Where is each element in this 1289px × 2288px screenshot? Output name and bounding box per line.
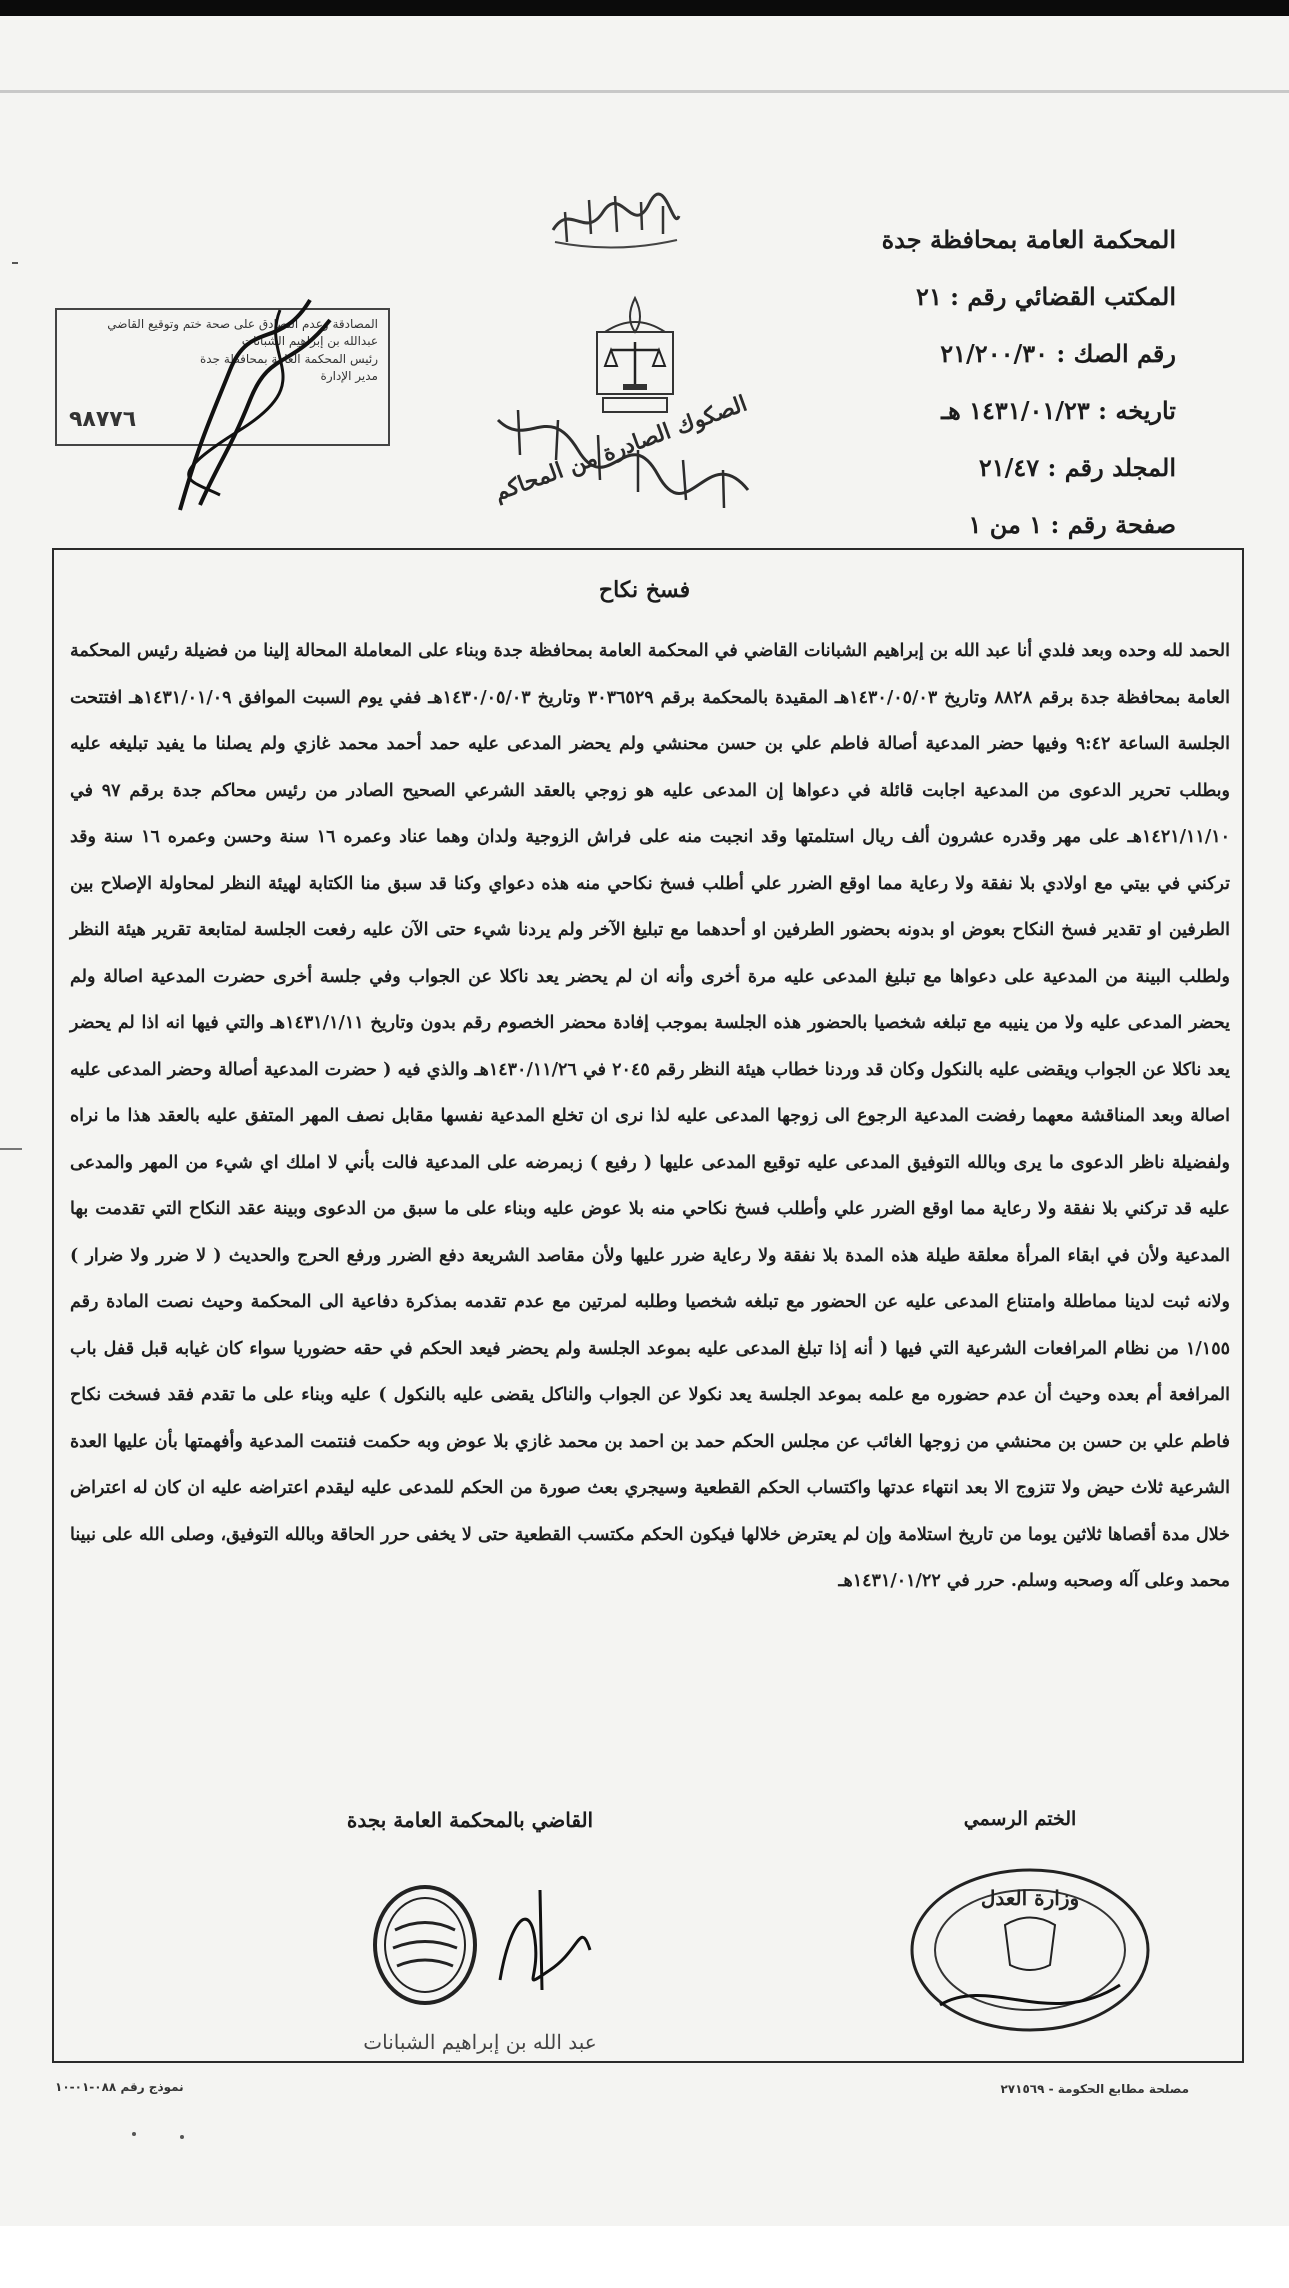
form-number-footer: نموذج رقم ٠٨٨-٠١-١٠ xyxy=(55,2080,184,2094)
page-number: صفحة رقم : ١ من ١ xyxy=(968,510,1176,539)
basmala-calligraphy xyxy=(545,182,685,252)
deed-date: تاريخه : ١٤٣١/٠١/٢٣ هـ xyxy=(941,396,1176,425)
office-number: المكتب القضائي رقم : ٢١ xyxy=(916,282,1176,311)
top-dark-edge xyxy=(0,0,1289,16)
scan-mark xyxy=(0,1148,22,1150)
judgment-paragraph: الحمد لله وحده وبعد فلدي أنا عبد الله بن إبراهيم الشبانات القاضي في المحكمة العامة بمحافظة جدة وبناء على المعاملة المحالة إلينا من فضيلة رئيس المحكمة العامة بمحافظة جدة برقم ٨٨٢٨ وتاريخ ١٤٣٠/٠٥/٠٣هـ المقيدة بالمحكمة برقم ٣٠٣٦٥٢٩ وتاريخ ١٤٣٠/٠٥/٠٣هـ ففي يوم السبت الموافق ١٤٣١/٠١/٠٩هـ افتتحت الجلسة الساعة ٩:٤٢ وفيها حضر المدعية أصالة فاطم علي بن حسن محنشي ولم يحضر المدعى عليه حمد أحمد محمد غازي ولم يصلنا ما يفيد تبليغه عليه وبطلب تحرير الدعوى من المدعية اجابت قائلة في دعواها إن المدعى عليه هو زوجي بالعقد الشرعي الصحيح الصادر من رئيس محاكم جدة برقم ٩٧ في ١٤٢١/١١/١٠هـ على مهر وقدره عشرون ألف ريال استلمتها وقد انجبت منه على فراش الزوجية ولدان وهما عناد وعمره ١٦ سنة وحسن وعمره ١٦ سنة وقد تركني في بيتي مع اولادي بلا نفقة ولا رعاية مما اوقع الضرر علي أطلب فسخ نكاحي منه هذه دعواي وكنا قد سبق منا الكتابة لهيئة النظر لمحاولة الإصلاح بين الطرفين او تقدير فسخ النكاح بعوض او بدونه بحضور الطرفين او أحدهما مع تبليغ الآخر ولم يردنا شيء حتى الآن عليه رفعت الجلسة لمتابعة تقرير هيئة النظر ولطلب البينة من المدعية على دعواها مع تبليغ المدعى عليه مرة أخرى وأنه ان لم يحضر يعد ناكلا عن الجواب وفي جلسة أخرى حضرت المدعية اصالة ولم يحضر المدعى عليه ولا من ينيبه مع تبلغه شخصيا بالحضور هذه الجلسة بموجب إفادة محضر الخصوم رقم بدون وتاريخ ١٤٣١/١/١١هـ والتي فيها انه اذا لم يحضر يعد ناكلا عن الجواب ويقضى عليه بالنكول وكان قد وردنا خطاب هيئة النظر رقم ٢٠٤٥ في ١٤٣٠/١١/٢٦هـ والذي فيه ( حضرت المدعية أصالة وحضر المدعى عليه اصالة وبعد المناقشة معهما رفضت المدعية الرجوع الى زوجها المدعى عليه لذا نرى ان تخلع المدعية نفسها مقابل نصف المهر المتفق عليه بالعقد هذا ما نراه ولفضيلة ناظر الدعوى ما يرى وبالله التوفيق المدعى عليه توقيع المدعى عليها ( رفيع ) زبمرضه على المدعية فالت بأني لا املك اي شيء من المهر والمدعى عليه قد تركني بلا نفقة ولا رعاية مما اوقع الضرر علي وأطلب فسخ نكاحي منه بلا عوض عليه وبناء على ما سبق من الدعوى وبينة عقد النكاح التي تقدمت بها المدعية ولأن في ابقاء المرأة معلقة طيلة هذه المدة بلا نفقة ولا رعاية ضرر عليها ولأن مقاصد الشريعة دفع الضرر ورفع الحرج والحديث ( لا ضرر ولا ضرار ) ولانه ثبت لدينا مماطلة وامتناع المدعى عليه عن الحضور مع تبلغه شخصيا وطلبه لمرتين مع عدم تقدمه بمذكرة دفاعية الى المحكمة وحيث نصت المادة رقم ١/١٥٥ من نظام المرافعات الشرعية التي فيها ( أنه إذا تبلغ المدعى عليه بموعد الجلسة ولم يحضر فيعد الحكم في حقه حضوريا سواء كان غيابه قبل قفل باب المرافعة أم بعده وحيث أن عدم حضوره مع علمه بموعد الجلسة يعد نكولا عن الجواب والناكل يقضى عليه بالنكول ) عليه وبناء على ما تقدم فقد فسخت نكاح فاطم علي بن حسن بن محنشي من زوجها الغائب عن مجلس الحكم حمد بن احمد بن محمد غازي بلا عوض وبه حكمت فنتمت المدعية وأفهمتها بأن عليها العدة الشرعية ثلاث حيض ولا تتزوج الا بعد انتهاء عدتها واكتساب الحكم القطعية وسيجري بعث صورة من الحكم للمدعى عليه ليقدم اعتراضه عليه ان كان له اعتراض خلال مدة أقصاها ثلاثين يوما من تاريخ استلامة وإن لم يعترض خلالها فيكون الحكم مكتسب القطعية حتى لا يخفى حرر الحاقة وبالله التوفيق، وصلى الله على نبينا محمد وعلى آله وصحبه وسلم. حرر في ١٤٣١/٠١/٢٢هـ xyxy=(70,641,1231,1591)
scan-dot xyxy=(180,2135,184,2139)
deed-number: رقم الصك : ٢١/٢٠٠/٣٠ xyxy=(940,339,1176,368)
official-seal-label: الختم الرسمي xyxy=(963,1808,1077,1830)
issued-deeds-stamp xyxy=(488,380,758,520)
judge-signature xyxy=(480,1880,610,2000)
certification-line: عبدالله بن إبراهيم الشبانات xyxy=(241,334,378,349)
document-title: فسخ نكاح xyxy=(598,577,691,603)
scan-artifact-line xyxy=(0,90,1289,93)
court-header xyxy=(846,225,1176,567)
judgment-text xyxy=(70,628,1230,1605)
volume-number: المجلد رقم : ٢١/٤٧ xyxy=(978,453,1176,482)
certification-line: مدير الإدارة xyxy=(320,369,378,384)
court-name: المحكمة العامة بمحافظة جدة xyxy=(881,225,1176,254)
ministry-official-seal xyxy=(900,1855,1160,2045)
certification-line: المصادقة وعدم التصادق على صحة ختم وتوقيع القاضي xyxy=(107,317,378,331)
bottom-margin xyxy=(0,2226,1289,2288)
judge-round-seal xyxy=(365,1880,485,2010)
certification-line: رئيس المحكمة العامة بمحافظة جدة xyxy=(200,351,378,366)
scan-mark xyxy=(12,262,18,264)
judge-name: عبد الله بن إبراهيم الشبانات xyxy=(363,2030,597,2054)
certification-number: ٩٨٧٧٦ xyxy=(69,407,137,433)
judge-title: القاضي بالمحكمة العامة بجدة xyxy=(346,1808,594,1832)
scan-dot xyxy=(132,2132,136,2136)
handwritten-signature-scribble xyxy=(160,290,360,520)
ministry-seal-text: وزارة العدل xyxy=(980,1886,1080,1910)
issued-deeds-stamp-text: الصكوك الصادرة من المحاكم xyxy=(490,390,751,507)
press-footer: مصلحة مطابع الحكومة - ٢٧١٥٦٩ xyxy=(1000,2082,1189,2096)
